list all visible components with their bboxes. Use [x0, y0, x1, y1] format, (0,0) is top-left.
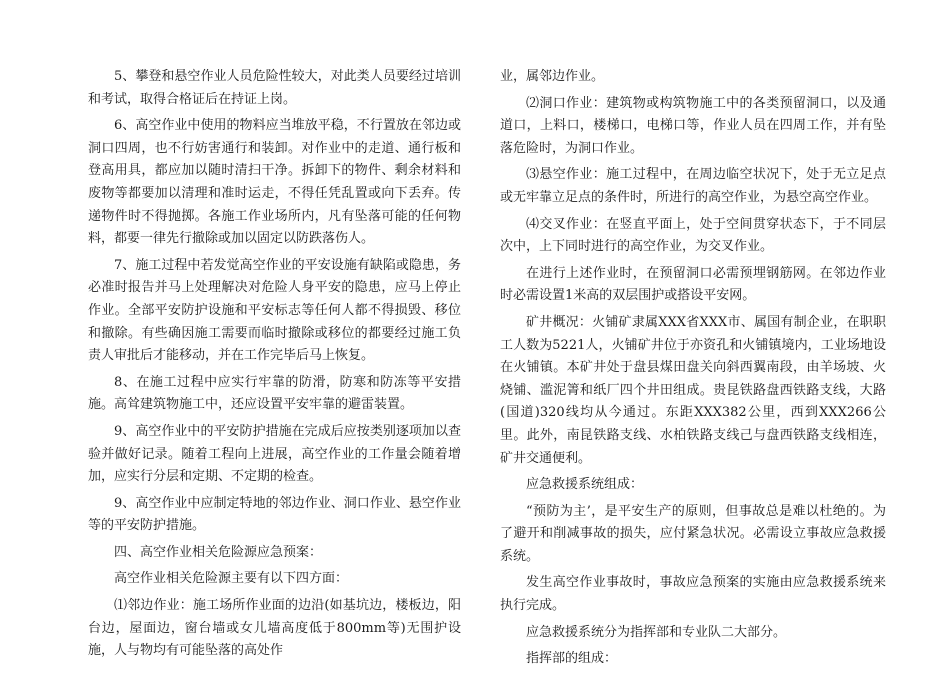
paragraph: 四、高空作业相关危险源应急预案：	[114, 544, 323, 560]
paragraph: 应急救援系统分为指挥部和专业队二大部分。	[526, 624, 787, 640]
paragraph: 9、高空作业中应制定特地的邻边作业、洞口作业、悬空作业等的平安防护措施。	[88, 495, 461, 534]
paragraph: ⑶悬空作业：施工过程中，在周边临空状况下，处于无立足点或无牢靠立足点的条件时，所进行的高空作业，为悬空高空作业。	[500, 167, 886, 205]
paragraph: 在进行上述作业时，在预留洞口必需预埋钢筋网。在邻边作业时必需设置1米高的双层围护或搭设平安网。	[500, 265, 886, 304]
paragraph: ⑵洞口作业：建筑物或构筑物施工中的各类预留洞口，以及通道口，上料口，楼梯口，电梯口等，作业人员在四周工作，并有坠落危险时，为洞口作业。	[500, 95, 886, 156]
paragraph: 5、攀登和悬空作业人员危险性较大，对此类人员要经过培训和考试，取得合格证后在持证上岗。	[88, 69, 461, 107]
paragraph: 7、施工过程中若发觉高空作业的平安设施有缺陷或隐患，务必准时报告并马上处理解决对危险人身平安的隐患，应马上停止作业。全部平安防护设施和平安标志等任何人都不得损毁、移位和撤除。有些确因施工需要而临时撤除或移位的都要经过施工负责人审批后才能移动，并在工作完毕后马上恢复。	[88, 257, 461, 364]
paragraph: 发生高空作业事故时，事故应急预案的实施由应急救援系统来执行完成。	[500, 575, 886, 614]
paragraph: “预防为主’，是平安生产的原则，但事故总是难以杜绝的。为了避开和削减事故的损失，应付紧急状况。必需设立事故应急救援系统。	[500, 503, 886, 564]
paragraph: 矿井概况：火铺矿隶属XXX省XXX市、属国有制企业，在职职工人数为5221人，火铺矿井位于亦资孔和火铺镇境内，工业场地设在火铺镇。本矿井处于盘县煤田盘关向斜西翼南段，由羊场坡、火烧铺、滥泥箐和纸厂四个井田组成。贵昆铁路盘西铁路支线，大路(国道)320线均从今通过。东距XXX382公里，西到XXX266公里。此外，南昆铁路支线、水柏铁路支线己与盘西铁路支线相连，矿井交通便利。	[500, 314, 886, 466]
paragraph: 8、在施工过程中应实行牢靠的防滑，防寒和防冻等平安措施。高耸建筑物施工中，还应设置平安牢靠的避雷装置。	[88, 374, 461, 413]
paragraph: 业，属邻边作业。	[500, 69, 605, 84]
paragraph: 应急救援系统组成：	[526, 477, 644, 493]
right-column	[500, 66, 886, 675]
paragraph: 高空作业相关危险源主要有以下四方面：	[114, 571, 349, 587]
paragraph: ⑴邻边作业：施工场所作业面的边沿(如基坑边，楼板边，阳台边，屋面边，窗台墙或女儿墙高度低于800mm等)无围护设施，人与物均有可能坠落的高处作	[88, 598, 461, 659]
paragraph: ⑷交叉作业：在竖直平面上，处于空间贯穿状态下，于不同层次中，上下同时进行的高空作业，为交叉作业。	[500, 216, 886, 255]
left-column	[88, 66, 461, 667]
paragraph: 9、高空作业中的平安防护措施在完成后应按类别逐项加以查验并做好记录。随着工程向上进展，高空作业的工作量会随着增加，应实行分层和定期、不定期的检查。	[88, 423, 461, 485]
paragraph: 指挥部的组成：	[526, 651, 618, 667]
paragraph: 6、高空作业中使用的物料应当堆放平稳，不行置放在邻边或洞口四周，也不行妨害通行和装卸。对作业中的走道、通行板和登高用具，都应加以随时清扫干净。拆卸下的物件、剩余材料和废物等都要加以清理和准时运走，不得任凭乱置或向下丢弃。传递物件时不得抛掷。各施工作业场所内，凡有坠落可能的任何物料，都要一律先行撤除或加以固定以防跌落伤人。	[88, 118, 461, 247]
